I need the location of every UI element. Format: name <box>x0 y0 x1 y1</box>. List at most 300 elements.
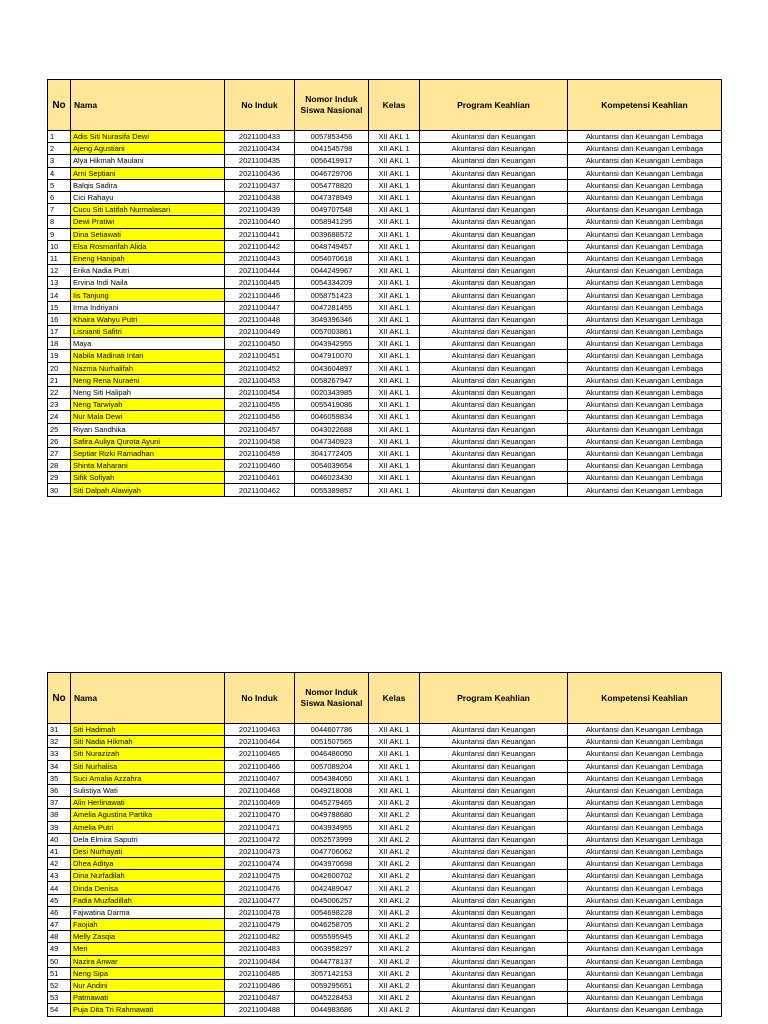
cell-nama: Dhea Aditya <box>71 858 225 870</box>
cell-kelas: XII AKL 1 <box>369 204 420 216</box>
table-row <box>48 386 722 398</box>
table-body <box>48 724 722 1017</box>
cell-kompetensi: Akuntansi dan Keuangan Lembaga <box>568 724 722 736</box>
header-program: Program Keahlian <box>420 673 568 724</box>
cell-kelas: XII AKL 2 <box>369 870 420 882</box>
cell-program: Akuntansi dan Keuangan <box>420 167 568 179</box>
cell-no-induk: 2021100478 <box>225 906 295 918</box>
cell-nama: Safira Auliya Qurota Ayuni <box>71 435 225 447</box>
cell-kelas: XII AKL 1 <box>369 216 420 228</box>
cell-kompetensi: Akuntansi dan Keuangan Lembaga <box>568 772 722 784</box>
header-kompetensi: Kompetensi Keahlian <box>568 80 722 131</box>
cell-no: 18 <box>48 338 71 350</box>
cell-kelas: XII AKL 2 <box>369 882 420 894</box>
cell-kompetensi: Akuntansi dan Keuangan Lembaga <box>568 386 722 398</box>
cell-kelas: XII AKL 2 <box>369 943 420 955</box>
header-nisn-line2: Siswa Nasional <box>300 698 363 708</box>
cell-program: Akuntansi dan Keuangan <box>420 484 568 496</box>
cell-no: 46 <box>48 906 71 918</box>
cell-kompetensi: Akuntansi dan Keuangan Lembaga <box>568 845 722 857</box>
cell-program: Akuntansi dan Keuangan <box>420 460 568 472</box>
cell-kompetensi: Akuntansi dan Keuangan Lembaga <box>568 301 722 313</box>
cell-program: Akuntansi dan Keuangan <box>420 143 568 155</box>
table-body <box>48 131 722 497</box>
cell-kelas: XII AKL 1 <box>369 386 420 398</box>
cell-no-induk: 2021100457 <box>225 423 295 435</box>
cell-nisn: 0055595945 <box>295 931 369 943</box>
cell-no-induk: 2021100436 <box>225 167 295 179</box>
student-table-1 <box>47 79 722 497</box>
cell-program: Akuntansi dan Keuangan <box>420 906 568 918</box>
cell-nama: Dina Setiawati <box>71 228 225 240</box>
table-row <box>48 979 722 991</box>
cell-nisn: 0044249967 <box>295 265 369 277</box>
cell-program: Akuntansi dan Keuangan <box>420 338 568 350</box>
cell-nisn: 0049707548 <box>295 204 369 216</box>
cell-kompetensi: Akuntansi dan Keuangan Lembaga <box>568 484 722 496</box>
cell-no-induk: 2021100483 <box>225 943 295 955</box>
cell-program: Akuntansi dan Keuangan <box>420 858 568 870</box>
cell-program: Akuntansi dan Keuangan <box>420 943 568 955</box>
header-no-induk: No Induk <box>225 80 295 131</box>
cell-no-induk: 2021100447 <box>225 301 295 313</box>
cell-nama: Neng Rena Nuraeni <box>71 374 225 386</box>
cell-kelas: XII AKL 2 <box>369 955 420 967</box>
cell-nisn: 0059295651 <box>295 979 369 991</box>
cell-program: Akuntansi dan Keuangan <box>420 374 568 386</box>
cell-nama: Erika Nadia Putri <box>71 265 225 277</box>
cell-no-induk: 2021100446 <box>225 289 295 301</box>
cell-no-induk: 2021100477 <box>225 894 295 906</box>
cell-program: Akuntansi dan Keuangan <box>420 350 568 362</box>
cell-no: 21 <box>48 374 71 386</box>
cell-nama: Irma Indriyani <box>71 301 225 313</box>
cell-nisn: 0056419917 <box>295 155 369 167</box>
cell-no: 25 <box>48 423 71 435</box>
cell-kompetensi: Akuntansi dan Keuangan Lembaga <box>568 204 722 216</box>
cell-kelas: XII AKL 1 <box>369 460 420 472</box>
cell-nama: Siti Nurhalisa <box>71 760 225 772</box>
cell-no: 44 <box>48 882 71 894</box>
cell-nama: Neng Siti Halipah <box>71 386 225 398</box>
cell-nama: Nazma Nurhalifah <box>71 362 225 374</box>
cell-program: Akuntansi dan Keuangan <box>420 870 568 882</box>
cell-program: Akuntansi dan Keuangan <box>420 748 568 760</box>
cell-program: Akuntansi dan Keuangan <box>420 301 568 313</box>
cell-kelas: XII AKL 2 <box>369 833 420 845</box>
header-nisn-line1: Nomor Induk <box>305 687 358 697</box>
cell-nisn: 0045006257 <box>295 894 369 906</box>
table-row <box>48 252 722 264</box>
cell-no-induk: 2021100470 <box>225 809 295 821</box>
cell-program: Akuntansi dan Keuangan <box>420 784 568 796</box>
cell-no: 17 <box>48 326 71 338</box>
cell-kelas: XII AKL 2 <box>369 919 420 931</box>
header-nisn-line1: Nomor Induk <box>305 94 358 104</box>
cell-kompetensi: Akuntansi dan Keuangan Lembaga <box>568 411 722 423</box>
cell-nama: Iis Tanjung <box>71 289 225 301</box>
cell-program: Akuntansi dan Keuangan <box>420 277 568 289</box>
header-nisn <box>295 673 369 724</box>
cell-nama: Neng Tarwiyah <box>71 399 225 411</box>
table-row <box>48 191 722 203</box>
cell-nama: Alya Hikmah Maulani <box>71 155 225 167</box>
cell-no-induk: 2021100459 <box>225 447 295 459</box>
cell-no-induk: 2021100462 <box>225 484 295 496</box>
cell-kelas: XII AKL 1 <box>369 411 420 423</box>
cell-no: 54 <box>48 1004 71 1016</box>
cell-program: Akuntansi dan Keuangan <box>420 423 568 435</box>
cell-nisn: 0054039654 <box>295 460 369 472</box>
cell-kompetensi: Akuntansi dan Keuangan Lembaga <box>568 326 722 338</box>
cell-program: Akuntansi dan Keuangan <box>420 955 568 967</box>
cell-kompetensi: Akuntansi dan Keuangan Lembaga <box>568 362 722 374</box>
header-no: No <box>48 673 71 724</box>
cell-nama: Patmawati <box>71 992 225 1004</box>
cell-no: 47 <box>48 919 71 931</box>
cell-kelas: XII AKL 1 <box>369 155 420 167</box>
cell-no: 31 <box>48 724 71 736</box>
cell-kelas: XII AKL 1 <box>369 423 420 435</box>
cell-program: Akuntansi dan Keuangan <box>420 919 568 931</box>
cell-program: Akuntansi dan Keuangan <box>420 760 568 772</box>
cell-kelas: XII AKL 1 <box>369 447 420 459</box>
cell-no-induk: 2021100442 <box>225 240 295 252</box>
cell-nisn: 0043022688 <box>295 423 369 435</box>
cell-kompetensi: Akuntansi dan Keuangan Lembaga <box>568 809 722 821</box>
cell-no-induk: 2021100434 <box>225 143 295 155</box>
cell-no-induk: 2021100472 <box>225 833 295 845</box>
cell-kompetensi: Akuntansi dan Keuangan Lembaga <box>568 736 722 748</box>
cell-program: Akuntansi dan Keuangan <box>420 447 568 459</box>
cell-nisn: 0063958297 <box>295 943 369 955</box>
cell-no: 6 <box>48 191 71 203</box>
cell-nisn: 0054334209 <box>295 277 369 289</box>
cell-program: Akuntansi dan Keuangan <box>420 228 568 240</box>
header-nisn <box>295 80 369 131</box>
cell-kompetensi: Akuntansi dan Keuangan Lembaga <box>568 143 722 155</box>
cell-kelas: XII AKL 1 <box>369 748 420 760</box>
cell-kelas: XII AKL 1 <box>369 772 420 784</box>
table-row <box>48 748 722 760</box>
table-row <box>48 362 722 374</box>
cell-no: 8 <box>48 216 71 228</box>
cell-no-induk: 2021100479 <box>225 919 295 931</box>
table-row <box>48 736 722 748</box>
cell-no: 33 <box>48 748 71 760</box>
table-row <box>48 399 722 411</box>
cell-nisn: 0046059834 <box>295 411 369 423</box>
cell-nisn: 0039688572 <box>295 228 369 240</box>
cell-no: 52 <box>48 979 71 991</box>
table-row <box>48 167 722 179</box>
cell-nisn: 0043942955 <box>295 338 369 350</box>
cell-no-induk: 2021100444 <box>225 265 295 277</box>
cell-nama: Fadia Muzfadillah <box>71 894 225 906</box>
cell-nama: Faojiah <box>71 919 225 931</box>
table-row <box>48 289 722 301</box>
cell-no: 50 <box>48 955 71 967</box>
cell-program: Akuntansi dan Keuangan <box>420 724 568 736</box>
cell-program: Akuntansi dan Keuangan <box>420 155 568 167</box>
cell-kompetensi: Akuntansi dan Keuangan Lembaga <box>568 472 722 484</box>
table-row <box>48 216 722 228</box>
header-program: Program Keahlian <box>420 80 568 131</box>
table-header-row <box>48 673 722 724</box>
cell-no-induk: 2021100458 <box>225 435 295 447</box>
cell-no-induk: 2021100437 <box>225 179 295 191</box>
cell-nisn: 0057089204 <box>295 760 369 772</box>
cell-nama: Dela Elmira Saputri <box>71 833 225 845</box>
cell-program: Akuntansi dan Keuangan <box>420 204 568 216</box>
cell-no-induk: 2021100460 <box>225 460 295 472</box>
cell-no-induk: 2021100443 <box>225 252 295 264</box>
cell-nama: Lisnianti Safitri <box>71 326 225 338</box>
cell-kompetensi: Akuntansi dan Keuangan Lembaga <box>568 374 722 386</box>
cell-kompetensi: Akuntansi dan Keuangan Lembaga <box>568 882 722 894</box>
cell-kelas: XII AKL 1 <box>369 277 420 289</box>
table-row <box>48 845 722 857</box>
cell-no-induk: 2021100465 <box>225 748 295 760</box>
table-row <box>48 240 722 252</box>
cell-no: 9 <box>48 228 71 240</box>
table-row <box>48 870 722 882</box>
table-row <box>48 882 722 894</box>
table-row <box>48 155 722 167</box>
cell-nama: Cucu Siti Latifah Nurmalasari <box>71 204 225 216</box>
table-row <box>48 131 722 143</box>
table-row <box>48 265 722 277</box>
cell-nama: Septiar Rizki Ramadhan <box>71 447 225 459</box>
cell-kelas: XII AKL 1 <box>369 435 420 447</box>
cell-nama: Nazira Anwar <box>71 955 225 967</box>
cell-kelas: XII AKL 1 <box>369 350 420 362</box>
cell-kelas: XII AKL 1 <box>369 301 420 313</box>
table-row <box>48 374 722 386</box>
cell-kelas: XII AKL 2 <box>369 894 420 906</box>
cell-no-induk: 2021100433 <box>225 131 295 143</box>
cell-nisn: 0058267947 <box>295 374 369 386</box>
cell-program: Akuntansi dan Keuangan <box>420 736 568 748</box>
cell-no: 53 <box>48 992 71 1004</box>
cell-no-induk: 2021100454 <box>225 386 295 398</box>
table-row <box>48 760 722 772</box>
cell-nama: Siti Nurazizah <box>71 748 225 760</box>
cell-program: Akuntansi dan Keuangan <box>420 179 568 191</box>
cell-nama: Dina Nurfadilah <box>71 870 225 882</box>
cell-no: 43 <box>48 870 71 882</box>
cell-program: Akuntansi dan Keuangan <box>420 894 568 906</box>
cell-nama: Maya <box>71 338 225 350</box>
cell-no-induk: 2021100484 <box>225 955 295 967</box>
header-nama: Nama <box>71 673 225 724</box>
cell-nama: Dinda Denisa <box>71 882 225 894</box>
cell-kelas: XII AKL 1 <box>369 252 420 264</box>
cell-no-induk: 2021100452 <box>225 362 295 374</box>
cell-nisn: 0057003861 <box>295 326 369 338</box>
cell-nama: Sulistiya Wati <box>71 784 225 796</box>
cell-no: 45 <box>48 894 71 906</box>
table-row <box>48 992 722 1004</box>
table-row <box>48 277 722 289</box>
table-row <box>48 772 722 784</box>
cell-program: Akuntansi dan Keuangan <box>420 472 568 484</box>
cell-no: 24 <box>48 411 71 423</box>
cell-no: 49 <box>48 943 71 955</box>
cell-program: Akuntansi dan Keuangan <box>420 326 568 338</box>
cell-no: 40 <box>48 833 71 845</box>
cell-nama: Alin Herlinawati <box>71 797 225 809</box>
cell-no: 35 <box>48 772 71 784</box>
cell-kelas: XII AKL 1 <box>369 265 420 277</box>
cell-nisn: 0054698228 <box>295 906 369 918</box>
cell-kelas: XII AKL 1 <box>369 760 420 772</box>
cell-nisn: 0047340923 <box>295 435 369 447</box>
cell-program: Akuntansi dan Keuangan <box>420 809 568 821</box>
cell-kelas: XII AKL 1 <box>369 736 420 748</box>
cell-nama: Siti Hadimah <box>71 724 225 736</box>
cell-kelas: XII AKL 1 <box>369 143 420 155</box>
cell-nisn: 0058751423 <box>295 289 369 301</box>
cell-no-induk: 2021100464 <box>225 736 295 748</box>
cell-kompetensi: Akuntansi dan Keuangan Lembaga <box>568 313 722 325</box>
cell-kelas: XII AKL 2 <box>369 797 420 809</box>
cell-no-induk: 2021100473 <box>225 845 295 857</box>
table-row <box>48 784 722 796</box>
cell-nama: Riyan Sandhika <box>71 423 225 435</box>
cell-kelas: XII AKL 1 <box>369 784 420 796</box>
cell-kelas: XII AKL 1 <box>369 313 420 325</box>
cell-no-induk: 2021100451 <box>225 350 295 362</box>
cell-kompetensi: Akuntansi dan Keuangan Lembaga <box>568 460 722 472</box>
cell-no: 1 <box>48 131 71 143</box>
table-row <box>48 919 722 931</box>
cell-program: Akuntansi dan Keuangan <box>420 833 568 845</box>
cell-no-induk: 2021100488 <box>225 1004 295 1016</box>
cell-no-induk: 2021100482 <box>225 931 295 943</box>
cell-nama: Nur Andini <box>71 979 225 991</box>
cell-nisn: 0049788680 <box>295 809 369 821</box>
cell-program: Akuntansi dan Keuangan <box>420 967 568 979</box>
cell-program: Akuntansi dan Keuangan <box>420 992 568 1004</box>
table-header-row <box>48 80 722 131</box>
cell-no-induk: 2021100448 <box>225 313 295 325</box>
table-row <box>48 821 722 833</box>
cell-kelas: XII AKL 2 <box>369 1004 420 1016</box>
cell-kelas: XII AKL 1 <box>369 484 420 496</box>
cell-nama: Puja Dita Tri Rahmawati <box>71 1004 225 1016</box>
table-row <box>48 858 722 870</box>
cell-kompetensi: Akuntansi dan Keuangan Lembaga <box>568 216 722 228</box>
cell-kompetensi: Akuntansi dan Keuangan Lembaga <box>568 955 722 967</box>
table-row <box>48 484 722 496</box>
table-row <box>48 894 722 906</box>
cell-kompetensi: Akuntansi dan Keuangan Lembaga <box>568 992 722 1004</box>
header-kompetensi: Kompetensi Keahlian <box>568 673 722 724</box>
cell-kompetensi: Akuntansi dan Keuangan Lembaga <box>568 931 722 943</box>
cell-no: 13 <box>48 277 71 289</box>
cell-kelas: XII AKL 2 <box>369 821 420 833</box>
cell-no-induk: 2021100439 <box>225 204 295 216</box>
cell-nama: Sifik Sofiyah <box>71 472 225 484</box>
cell-kompetensi: Akuntansi dan Keuangan Lembaga <box>568 155 722 167</box>
table-row <box>48 423 722 435</box>
cell-no: 38 <box>48 809 71 821</box>
cell-nisn: 0046258705 <box>295 919 369 931</box>
cell-program: Akuntansi dan Keuangan <box>420 411 568 423</box>
cell-kelas: XII AKL 1 <box>369 289 420 301</box>
cell-no-induk: 2021100466 <box>225 760 295 772</box>
cell-no-induk: 2021100445 <box>225 277 295 289</box>
cell-no: 10 <box>48 240 71 252</box>
cell-no: 22 <box>48 386 71 398</box>
cell-nisn: 0047378949 <box>295 191 369 203</box>
cell-kompetensi: Akuntansi dan Keuangan Lembaga <box>568 447 722 459</box>
cell-program: Akuntansi dan Keuangan <box>420 845 568 857</box>
cell-no: 23 <box>48 399 71 411</box>
table-row <box>48 326 722 338</box>
cell-nisn: 0049218008 <box>295 784 369 796</box>
cell-kompetensi: Akuntansi dan Keuangan Lembaga <box>568 967 722 979</box>
table-row <box>48 447 722 459</box>
table-row <box>48 967 722 979</box>
cell-program: Akuntansi dan Keuangan <box>420 191 568 203</box>
cell-no: 7 <box>48 204 71 216</box>
cell-nisn: 0054070618 <box>295 252 369 264</box>
cell-program: Akuntansi dan Keuangan <box>420 240 568 252</box>
cell-kelas: XII AKL 2 <box>369 979 420 991</box>
cell-nama: Neng Sipa <box>71 967 225 979</box>
header-kelas: Kelas <box>369 80 420 131</box>
table-row <box>48 143 722 155</box>
cell-no-induk: 2021100450 <box>225 338 295 350</box>
cell-kelas: XII AKL 2 <box>369 906 420 918</box>
cell-kompetensi: Akuntansi dan Keuangan Lembaga <box>568 784 722 796</box>
cell-no: 42 <box>48 858 71 870</box>
cell-no: 36 <box>48 784 71 796</box>
cell-no-induk: 2021100463 <box>225 724 295 736</box>
cell-no-induk: 2021100467 <box>225 772 295 784</box>
cell-no: 29 <box>48 472 71 484</box>
cell-no-induk: 2021100453 <box>225 374 295 386</box>
cell-no: 20 <box>48 362 71 374</box>
cell-nama: Amelia Agustina Partika <box>71 809 225 821</box>
cell-program: Akuntansi dan Keuangan <box>420 1004 568 1016</box>
cell-nisn: 0041545798 <box>295 143 369 155</box>
cell-nisn: 3041772405 <box>295 447 369 459</box>
cell-kompetensi: Akuntansi dan Keuangan Lembaga <box>568 760 722 772</box>
cell-no-induk: 2021100471 <box>225 821 295 833</box>
cell-no-induk: 2021100449 <box>225 326 295 338</box>
cell-kelas: XII AKL 1 <box>369 131 420 143</box>
cell-no: 48 <box>48 931 71 943</box>
cell-no: 37 <box>48 797 71 809</box>
cell-nisn: 0047910070 <box>295 350 369 362</box>
cell-nama: Nabila Madinati Intan <box>71 350 225 362</box>
cell-nisn: 0044607786 <box>295 724 369 736</box>
cell-nama: Meri <box>71 943 225 955</box>
cell-kompetensi: Akuntansi dan Keuangan Lembaga <box>568 748 722 760</box>
cell-program: Akuntansi dan Keuangan <box>420 797 568 809</box>
cell-nisn: 0044983686 <box>295 1004 369 1016</box>
table-row <box>48 931 722 943</box>
cell-nisn: 0054778820 <box>295 179 369 191</box>
table-row <box>48 301 722 313</box>
cell-no-induk: 2021100440 <box>225 216 295 228</box>
table-row <box>48 350 722 362</box>
cell-nisn: 3049396346 <box>295 313 369 325</box>
cell-nisn: 0046729706 <box>295 167 369 179</box>
